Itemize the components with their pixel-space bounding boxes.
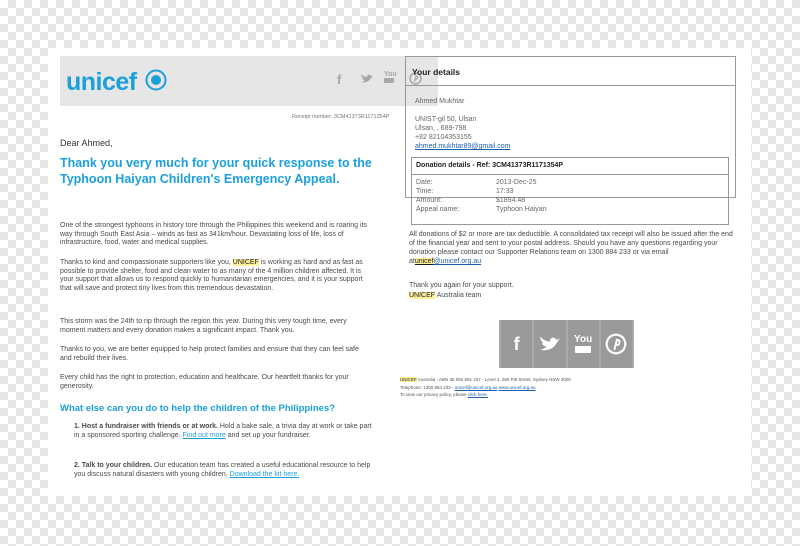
- value-time: 17:33: [496, 188, 514, 195]
- support-email-brand[interactable]: unicef: [414, 258, 434, 265]
- footer-phone: Telephone: 1300 884 233 -: [400, 385, 454, 390]
- headline: Thank you very much for your quick response to the Typhoon Haiyan Children's Emergency Appeal.: [60, 156, 372, 186]
- receipt-number: Receipt number: 3CM41373R1171354P: [292, 114, 390, 120]
- privacy-link[interactable]: click here.: [467, 392, 488, 397]
- address-line-1: UNIST-gil 50, Ulsan: [415, 116, 477, 123]
- footer-brand: UNICEF: [400, 377, 417, 382]
- label-amount: Amount:: [416, 197, 443, 204]
- email-header: [60, 56, 438, 106]
- support-email-domain[interactable]: @unicef.org.au: [433, 258, 482, 265]
- pinterest-icon: [605, 333, 627, 355]
- globe-icon: [145, 69, 167, 91]
- email-page: [48, 48, 751, 496]
- label-date: Date:: [416, 179, 433, 186]
- twitter-icon[interactable]: [360, 73, 374, 84]
- youtube-icon: You: [574, 334, 593, 345]
- donor-name: Ahmed Mukhtar: [415, 98, 465, 105]
- footer-line-2: [400, 385, 535, 390]
- facebook-tile[interactable]: [501, 320, 532, 368]
- help-subheading: What else can you do to help the children of the Philippines?: [60, 403, 335, 414]
- twitter-tile[interactable]: [534, 320, 565, 368]
- list-item-talk: [74, 462, 374, 479]
- paragraph-5: Every child has the right to protection, education and healthcare. Our heartfelt thanks for your generosity.: [60, 374, 349, 390]
- list-item-title: 2. Talk to your children.: [74, 462, 153, 469]
- paragraph-2: [60, 259, 372, 293]
- signature-brand: UNICEF: [409, 292, 436, 299]
- label-appeal: Appeal name:: [416, 206, 460, 213]
- youtube-tube-icon: [575, 346, 591, 353]
- pinterest-tile[interactable]: [601, 320, 632, 368]
- value-date: 2013-Dec-25: [496, 179, 537, 186]
- phone-number: +82 82104353155: [415, 134, 472, 141]
- list-item-title: 1. Host a fundraiser with friends or at work.: [74, 423, 218, 430]
- details-title: Your details: [412, 67, 461, 77]
- list-item-text-end: and set up your fundraiser.: [227, 431, 311, 439]
- twitter-icon: [538, 335, 562, 353]
- tax-deductible-notice: [409, 230, 734, 266]
- youtube-label: You: [384, 71, 397, 78]
- youtube-icon[interactable]: [384, 71, 397, 85]
- tax-text: All donations of $2 or more are tax deductible. A consolidated tax receipt will also be issued after the end of the financial year and sent to your postal address. Should you have any questions regarding your donation please contact our Supporter Relations team on 1300 884 233 or via email at: [409, 231, 733, 265]
- brand-highlight: UNICEF: [232, 259, 259, 266]
- value-amount: $1894.48: [496, 197, 526, 204]
- email-link[interactable]: ahmed.mukhtar89@gmail.com: [415, 143, 511, 150]
- your-details-panel: [405, 56, 736, 213]
- footer-email-link[interactable]: unicef@unicef.org.au: [454, 385, 498, 390]
- facebook-icon: f: [513, 333, 520, 354]
- list-item-fundraiser: [74, 423, 374, 440]
- footer-address: Australia - ABN 35 060 581 437 - Level 4, 280 Pitt Street, Sydney NSW 2000: [417, 377, 571, 382]
- footer-website-link[interactable]: www.unicef.org.au: [498, 385, 536, 390]
- donation-details-box: [411, 157, 729, 225]
- paragraph-2-intro: Thanks to kind and compassionate supporters like you,: [60, 259, 231, 266]
- thank-you-line: Thank you again for your support.: [409, 282, 514, 289]
- paragraph-3: This storm was the 24th to rip through the region this year. During this very tough time, every moment matters and every donation makes a significant impact. Thank you.: [60, 318, 347, 334]
- social-tiles: [499, 320, 634, 368]
- find-out-more-link[interactable]: Find out more: [182, 431, 226, 439]
- list-item-text: Our education team has created a useful educational resource to help you discuss natural disasters with young children.: [74, 462, 371, 478]
- signature-team: Australia team: [436, 292, 482, 299]
- facebook-icon[interactable]: f: [337, 72, 342, 87]
- label-time: Time:: [416, 188, 434, 195]
- value-appeal: Typhoon Haiyan: [496, 206, 547, 213]
- footer-line-3: [400, 392, 488, 397]
- signature-line: [409, 291, 734, 300]
- youtube-tile[interactable]: [568, 320, 599, 368]
- list-item-text: Hold a bake sale, a trivia day at work or take part in a sponsored sporting challenge.: [74, 423, 372, 439]
- donation-header-text: Donation details - Ref: 3CM41373R1171354P: [416, 162, 564, 169]
- paragraph-2-body: is working as hard and as fast as possible to provide shelter, food and clean water to as many of the 4 million children affected. It is your support that allows us to respond quickly to humanitarian emergencies, and it is your support that will save and protect tiny lives from this tremendous devastation.: [60, 259, 363, 292]
- unicef-logo[interactable]: unicef: [66, 68, 137, 96]
- privacy-text: To view our privacy policy, please: [400, 392, 467, 397]
- footer-line-1: [400, 377, 571, 382]
- donation-header: [412, 158, 728, 175]
- download-kit-link[interactable]: Download the kit here.: [229, 470, 300, 478]
- address-line-2: Ulsan, , 689-798: [415, 125, 467, 132]
- paragraph-1: One of the strongest typhoons in history tore through the Philippines this weekend and is roaring its way through South East Asia – winds as fast as 341km/hour. Devastating loss of life, loss of infrastructure, food, water and medical supplies.: [60, 222, 368, 247]
- paragraph-4: Thanks to you, we are better equipped to help protect families and ensure that they can feel safe and rebuild their lives.: [60, 346, 359, 362]
- greeting: Dear Ahmed,: [60, 138, 113, 148]
- divider: [406, 85, 735, 86]
